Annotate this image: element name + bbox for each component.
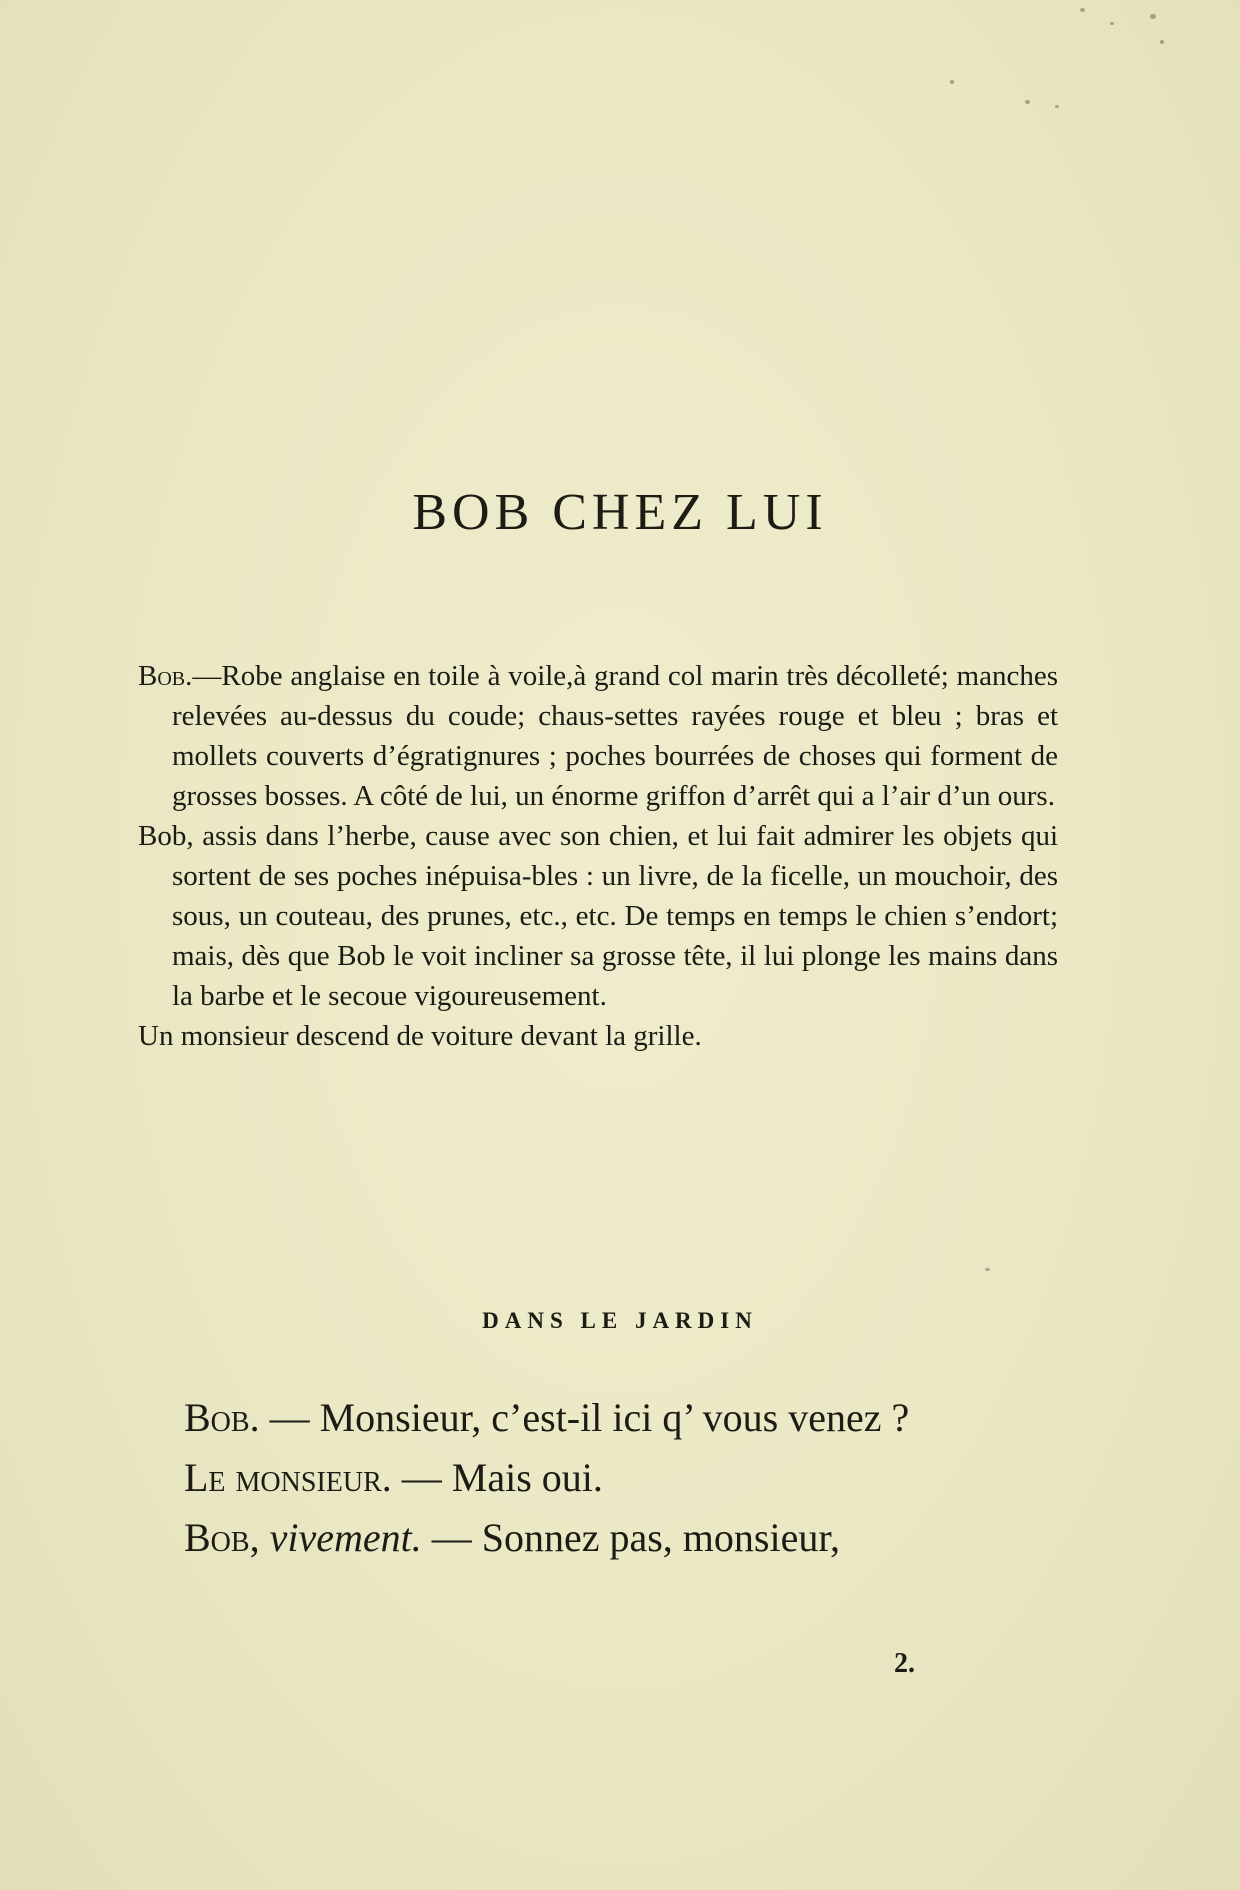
arrival-description: Un monsieur descend de voiture devant la grille. — [138, 1020, 702, 1052]
dialogue-text: — Mais oui. — [391, 1455, 603, 1500]
paper-speck — [1110, 22, 1114, 25]
dialogue-line — [134, 1388, 1046, 1448]
paper-speck — [1150, 14, 1156, 19]
dialogue-text: — Sonnez pas, monsieur, — [421, 1515, 841, 1560]
speaker-name: Le monsieur. — [184, 1455, 392, 1500]
speaker-name: Bob, — [184, 1515, 260, 1560]
speaker-name: Bob. — [184, 1395, 260, 1440]
costume-description — [138, 656, 1058, 816]
dialogue — [134, 1388, 1046, 1568]
page-number: 2. — [894, 1648, 915, 1679]
costume-text: —Robe anglaise en toile à voile,à grand col marin très décolleté; manches relevées au-dessus du coude; chaus-settes rayées rouge et bleu ; bras et mollets couverts d’égratignures ; poches bourrées de choses qui forment de grosses bosses. A côté de lui, un énorme griffon d’arrêt qui a l’air d’un ours. — [172, 660, 1058, 812]
paper-speck — [985, 1268, 990, 1271]
speaker-name: Bob. — [138, 660, 193, 692]
scene-description: Bob, assis dans l’herbe, cause avec son chien, et lui fait admirer les objets qui sortent de ses poches inépuisa-bles : un livre, de la ficelle, un mouchoir, des sous, un couteau, des prunes, etc., etc. De temps en temps le chien s’endort; mais, dès que Bob le voit incliner sa grosse tête, il lui plonge les mains dans la barbe et le secoue vigoureusement. — [138, 820, 1058, 1012]
page-title: BOB CHEZ LUI — [412, 483, 828, 541]
paper-speck — [1080, 8, 1085, 12]
stage-direction: vivement. — [269, 1515, 422, 1560]
paper-speck — [1160, 40, 1164, 44]
dialogue-text: — Monsieur, c’est-il ici q’ vous venez ? — [259, 1395, 910, 1440]
dialogue-line — [134, 1448, 1046, 1508]
paper-speck — [1025, 100, 1030, 104]
section-heading: DANS LE JARDIN — [482, 1308, 758, 1333]
dialogue-line — [134, 1508, 1046, 1568]
paper-speck — [950, 80, 954, 84]
paper-speck — [1055, 105, 1059, 108]
stage-directions — [138, 656, 1058, 1056]
